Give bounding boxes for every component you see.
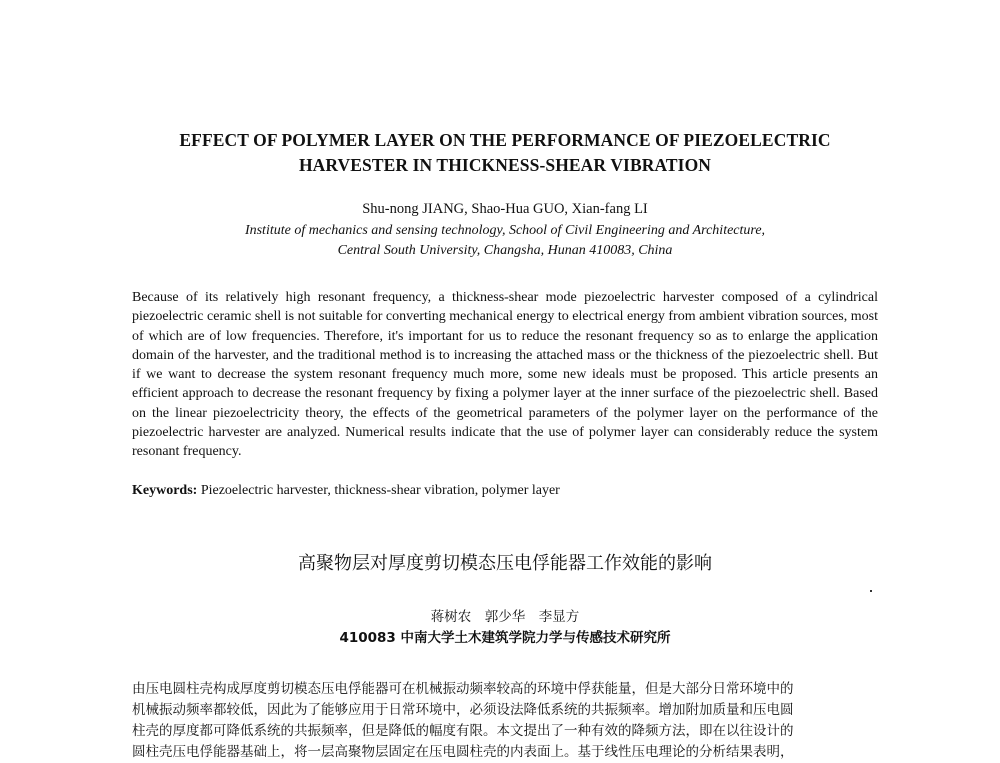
author-list: Shu-nong JIANG, Shao-Hua GUO, Xian-fang LI (362, 201, 648, 217)
chinese-title: 高聚物层对厚度剪切模态压电俘能器工作效能的影响 (298, 553, 712, 574)
affiliation (130, 221, 880, 261)
title-line-1: EFFECT OF POLYMER LAYER ON THE PERFORMANCE OF PIEZOELECTRIC (179, 130, 831, 150)
affiliation-line-2: Central South University, Changsha, Hunan 410083, China (337, 243, 673, 258)
chinese-author-list: 蒋树农 郭少华 李显方 (430, 609, 580, 625)
chinese-abstract-line-1: 由压电圆柱壳构成厚度剪切模态压电俘能器可在机械振动频率较高的环境中俘获能量，但是大部分日常环境中的 (132, 681, 794, 697)
title-line-2: HARVESTER IN THICKNESS-SHEAR VIBRATION (298, 155, 712, 175)
abstract-text: Because of its relatively high resonant frequency, a thickness-shear mode piezoelectric harvester composed of a cylindrical piezoelectric ceramic shell is not suitable for converting mechanical energy to electrical energy from ambient vibration sources, most of which are of low frequencies. Therefore, it's important for us to reduce the resonant frequency so as to enlarge the application domain of the harvester, and the traditional method is to increasing the attached mass or the thickness of the piezoelectric shell. But if we want to decrease the system resonant frequency much more, some new ideals must be proposed. This article presents an efficient approach to decrease the resonant frequency by fixing a polymer layer at the inner surface of the piezoelectric shell. Based on the linear piezoelectricity theory, the effects of the geometrical parameters of the polymer layer on the performance of the piezoelectric harvester are analyzed. Numerical results indicate that the use of polymer layer can considerably reduce the system resonant frequency. (132, 290, 878, 460)
chinese-affiliation: 410083 中南大学土木建筑学院力学与传感技术研究所 (339, 630, 671, 646)
chinese-abstract-line-2: 机械振动频率都较低，因此为了能够应用于日常环境中，必须设法降低系统的共振频率。增加附加质量和压电圆 (132, 702, 794, 718)
keywords-line (132, 481, 878, 501)
keywords-text: Piezoelectric harvester, thickness-shear vibration, polymer layer (200, 483, 560, 498)
paper-title (130, 128, 880, 178)
chinese-abstract (132, 679, 878, 763)
chinese-abstract-line-4: 圆柱壳压电俘能器基础上，将一层高聚物层固定在压电圆柱壳的内表面上。基于线性压电理论的分析结果表明， (132, 744, 794, 760)
stray-dot (870, 590, 872, 592)
chinese-abstract-line-3: 柱壳的厚度都可降低系统的共振频率，但是降低的幅度有限。本文提出了一种有效的降频方法，即在以往设计的 (132, 723, 794, 739)
affiliation-line-1: Institute of mechanics and sensing technology, School of Civil Engineering and Architecture, (244, 223, 766, 238)
keywords-label: Keywords: (132, 483, 198, 498)
